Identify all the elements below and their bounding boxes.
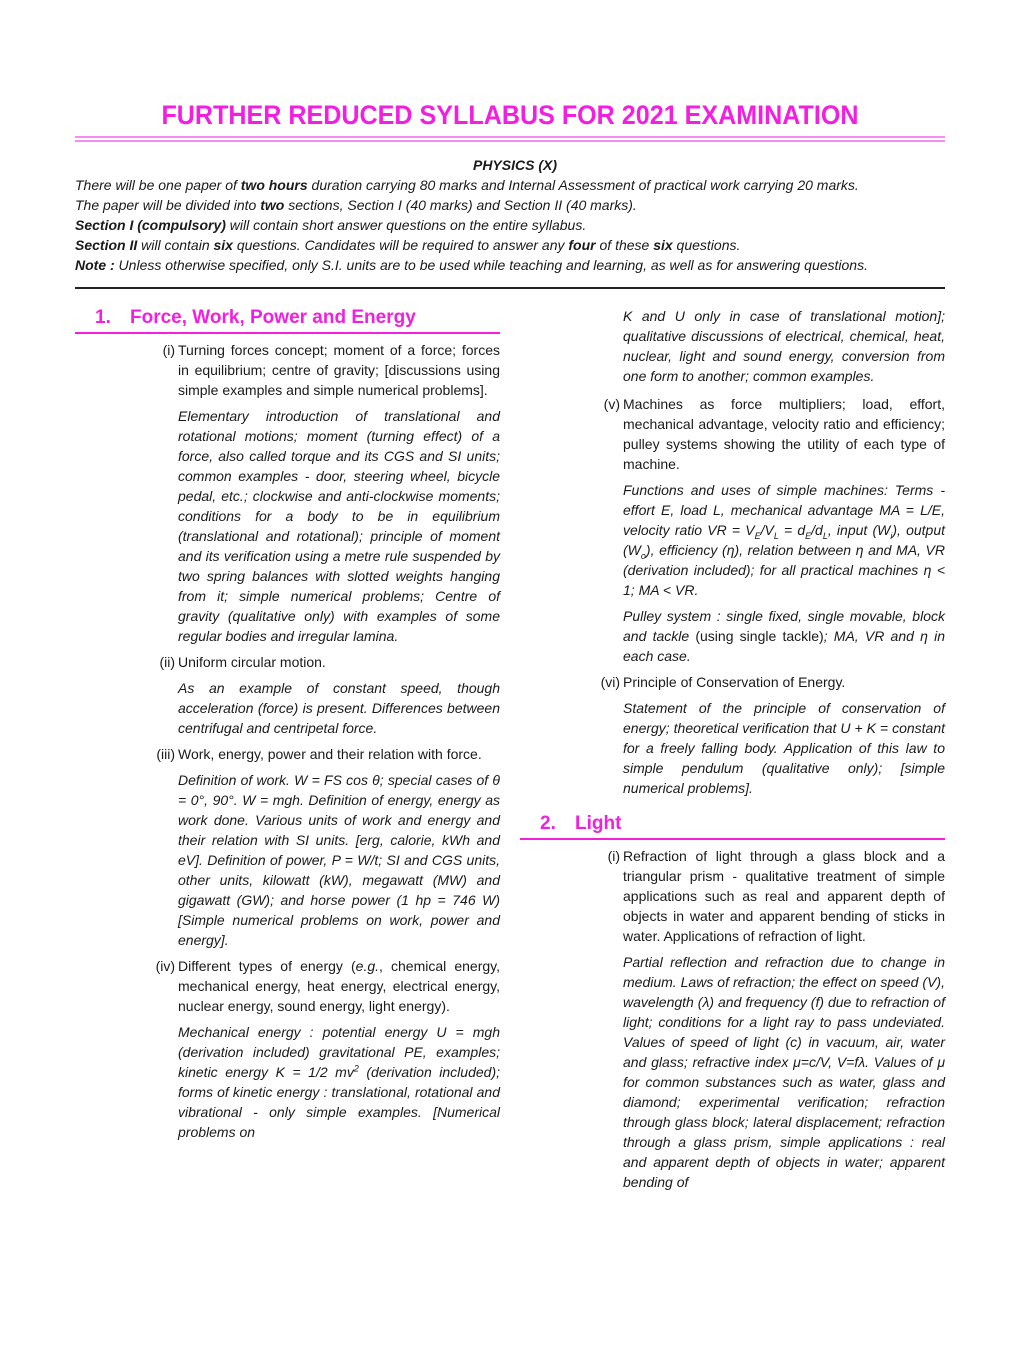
text: will contain short answer questions on the entire syllabus. [225,217,587,233]
item-numeral: (iii) [156,746,175,762]
content-divider [75,287,945,289]
text: Different types of energy ( [178,958,356,974]
syllabus-item [520,846,945,1192]
item-numeral: (i) [162,342,175,358]
subject-heading: PHYSICS (X) [472,157,557,173]
text: (derivation included); forms of kinetic energy : translational, rotational and vibrational - only simple examples. [Numerical problems on [178,1064,500,1140]
section-heading-force-work-power-energy [75,306,500,334]
syllabus-item [75,956,500,1142]
section-title: Light [575,813,622,834]
text-bold: six [213,237,233,253]
text: /V [760,522,774,538]
item-description [178,956,500,1016]
text: /d [811,522,823,538]
text-bold: Section II [75,237,138,253]
text: of these [595,237,654,253]
text-bold: two hours [240,177,308,193]
section-number: 2. [540,813,556,834]
text: questions. [672,237,741,253]
text: There will be one paper of [75,177,241,193]
text: Unless otherwise specified, only S.I. units are to be used while teaching and learning, as well as for answering questions. [114,257,868,273]
subscript: E [754,530,761,541]
text-bold: four [568,237,596,253]
syllabus-item [75,652,500,738]
text-bold: Section I (compulsory) [75,217,226,233]
item-detail [623,480,945,600]
item-description: Machines as force multipliers; load, effort, mechanical advantage, velocity ratio and efficiency; pulley systems showing the utility of each type of machine. [623,396,945,472]
text: ), output (W [623,522,946,558]
section-number: 1. [95,307,111,328]
item-detail: As an example of constant speed, though acceleration (force) is present. Differences between centrifugal and centripetal force. [178,680,500,736]
text: questions. Candidates will be required to answer any [232,237,569,253]
syllabus-item [520,672,945,798]
text: = d [778,522,806,538]
superscript: 2 [353,1063,359,1074]
text: Functions and uses of simple machines: Terms - effort E, load L, mechanical advantage MA = L/E, velocity ratio VR = V [623,482,945,538]
section-heading-light [520,812,945,840]
intro-line-section-one [75,215,955,235]
left-column [75,306,500,1148]
item-detail [623,606,945,666]
item-detail: Definition of work. W = FS cos θ; special cases of θ = 0°, 90°. W = mgh. Definition of energy, energy as work done. Various units of work and energy and their relation with SI units. [erg, calorie, kWh and eV]. Definition of power, P = W/t; SI and CGS units, other units, kilowatt (kW), megawatt (MW) and gigawatt (GW); and horse power (1 hp = 746 W) [Simple numerical problems on work, power and energy]. [178,772,500,948]
item-description: Work, energy, power and their relation with force. [178,746,482,762]
intro-block [75,155,955,275]
text: Pulley system : single fixed, single movable, block and tackle [623,608,945,644]
intro-line-section-two [75,235,955,255]
subscript: o [640,550,646,561]
section-title: Force, Work, Power and Energy [130,307,416,328]
document-title: FURTHER REDUCED SYLLABUS FOR 2021 EXAMINATION [161,100,859,130]
syllabus-item [520,394,945,666]
text: , input (W [827,522,891,538]
subscript: i [890,530,893,541]
syllabus-item [75,340,500,646]
intro-line-note [75,255,955,275]
text-bold: two [260,197,285,213]
intro-line-paper [75,175,955,195]
text-upright: (using single tackle) [689,628,824,644]
item-numeral: (iv) [155,958,175,974]
text-bold: Note : [75,257,115,273]
item-detail: Statement of the principle of conservation of energy; theoretical verification that U + K = constant for a freely falling body. Application of this law to simple pendulum (qualitative only); [simple numerical problems]. [623,700,945,796]
item-detail: Partial reflection and refraction due to change in medium. Laws of refraction; the effect on speed (V), wavelength (λ) and frequency (f) due to refraction of light; conditions for a light ray to pass undeviated. Values of speed of light (c) in vacuum, air, water and glass; refractive index μ=c/V, V=fλ. Values of μ for common substances such as water, glass and diamond; experimental verification; refraction through glass block; lateral displacement; refraction through a glass prism, simple applications : real and apparent depth of objects in water; apparent bending of [623,954,945,1190]
text: ; MA, VR and η in each case. [623,628,945,664]
item-description: Refraction of light through a glass block and a triangular prism - qualitative treatment of simple applications such as real and apparent depth of objects in water and apparent bending of sticks in water. Applications of refraction of light. [623,848,945,944]
item-detail [178,1022,500,1142]
text: sections, Section I (40 marks) and Section II (40 marks). [284,197,637,213]
item-description: Turning forces concept; moment of a force; forces in equilibrium; centre of gravity; [discussions using simple examples and simple numerical problems]. [178,342,500,398]
title-divider-bottom [75,140,945,142]
text: The paper will be divided into [75,197,261,213]
item-numeral: (ii) [159,654,175,670]
item-detail-continued: K and U only in case of translational motion]; qualitative discussions of electrical, chemical, heat, nuclear, light and sound energy, conversion from one form to another; common examples. [623,308,945,384]
subscript: L [822,530,828,541]
syllabus-item [75,744,500,950]
text: duration carrying 80 marks and Internal Assessment of practical work carrying 20 marks. [307,177,859,193]
subscript: E [805,530,812,541]
item-numeral: (i) [607,848,620,864]
item-description: Principle of Conservation of Energy. [623,674,846,690]
item-numeral: (vi) [600,674,620,690]
item-numeral: (v) [603,396,620,412]
item-description: Uniform circular motion. [178,654,326,670]
text: Mechanical energy : potential energy U = mgh (derivation included) gravitational PE, examples; kinetic energy K = 1/2 mv [178,1024,500,1080]
text: will contain [137,237,214,253]
title-divider-top [75,136,945,138]
right-column [520,306,945,1198]
text-italic: e.g. [355,958,380,974]
intro-line-sections [75,195,955,215]
item-detail: Elementary introduction of translational and rotational motions; moment (turning effect) of a force, also called torque and its CGS and SI units; common examples - door, steering wheel, bicycle pedal, etc.; clockwise and anti-clockwise moments; conditions for a body to be in equilibrium (translational and rotational); principle of moment and its verification using a metre rule suspended by two spring balances with slotted weights hanging from it; simple numerical problems; Centre of gravity (qualitative only) with examples of some regular bodies and irregular lamina. [178,408,500,644]
text: , chemical energy, mechanical energy, heat energy, electrical energy, nuclear energy, sound energy, light energy). [178,958,500,1014]
text: ), efficiency (η), relation between η and MA, VR (derivation included); for all practical machines η < 1; MA < VR. [623,542,945,598]
text-bold: six [653,237,673,253]
subscript: L [773,530,779,541]
